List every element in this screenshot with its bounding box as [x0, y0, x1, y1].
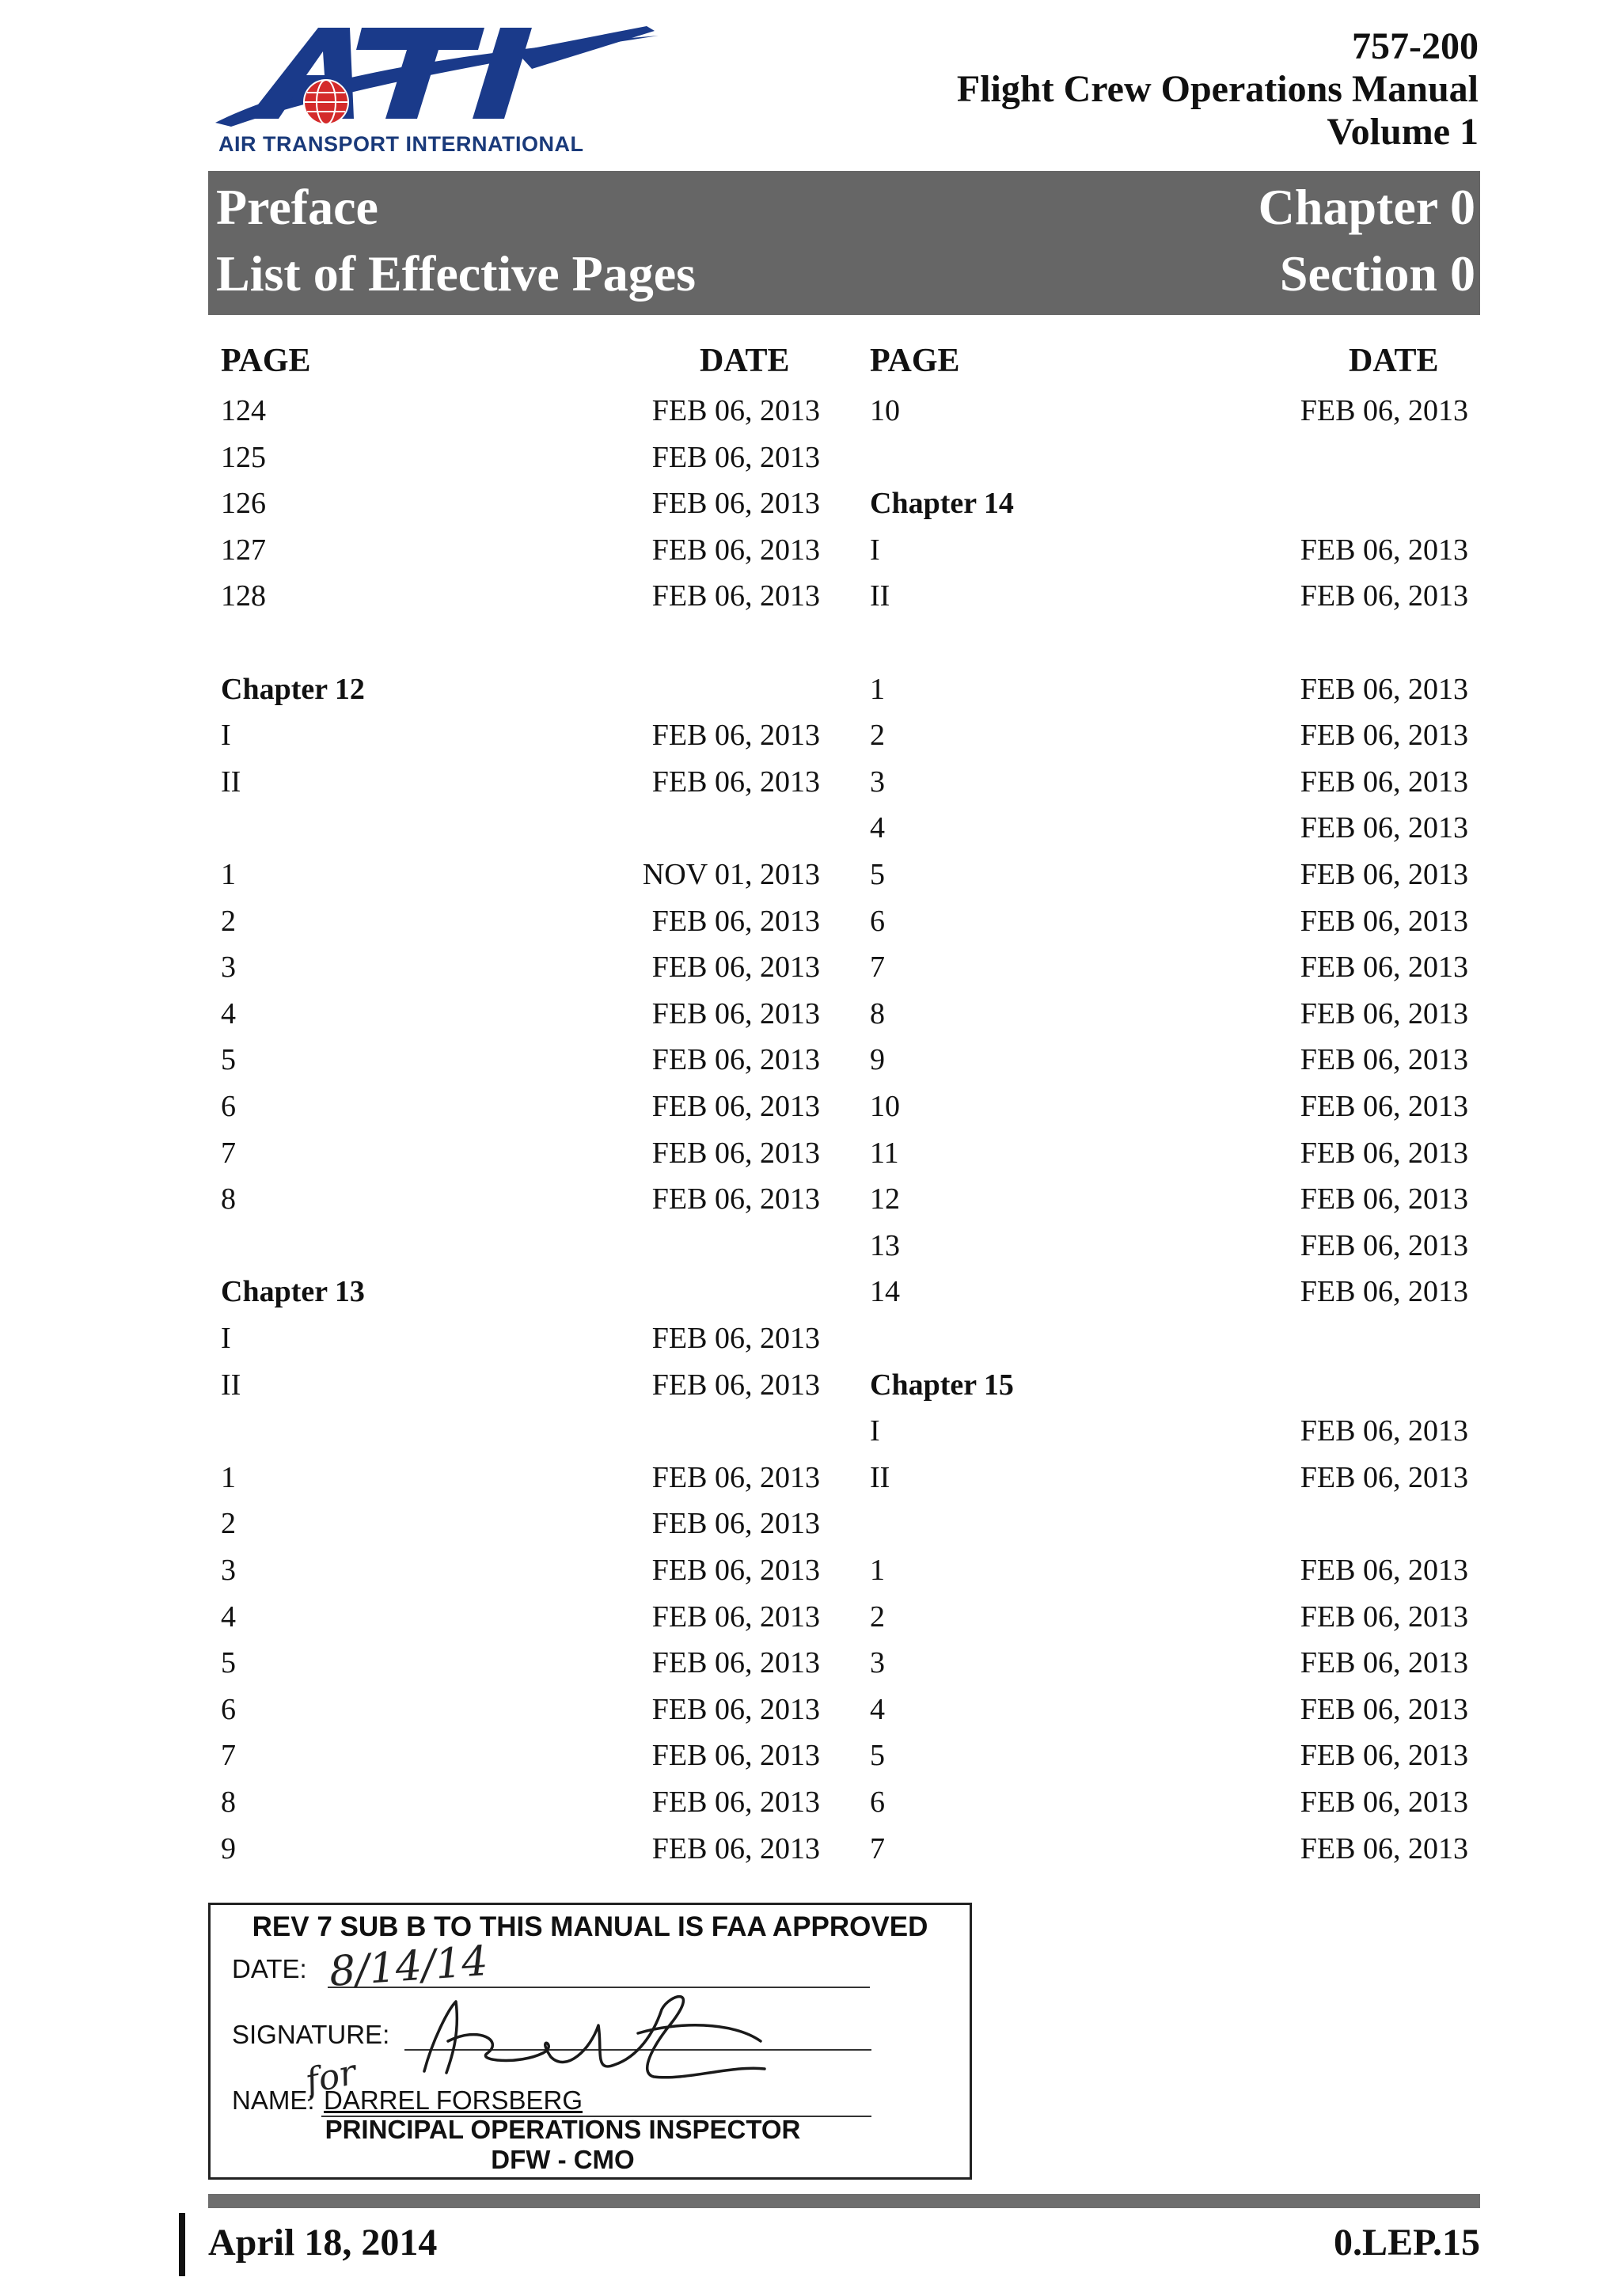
spacer-row: [870, 1315, 1468, 1361]
chapter-heading-row: [870, 1362, 1468, 1408]
chapter-heading: Chapter 13: [221, 1275, 365, 1309]
page-number: 7: [221, 1739, 236, 1773]
spacer-row: [221, 1223, 820, 1269]
page-number: II: [870, 579, 890, 613]
page-number: II: [221, 1368, 241, 1402]
lep-row: [221, 1362, 820, 1408]
page-number: 5: [221, 1646, 236, 1680]
page-number: 8: [221, 1182, 236, 1216]
page-date: FEB 06, 2013: [1300, 1831, 1468, 1865]
page-number: 1: [870, 1554, 885, 1587]
lep-row: [221, 388, 820, 434]
page-number: 8: [221, 1786, 236, 1819]
page-date: FEB 06, 2013: [1300, 1043, 1468, 1077]
chapter-heading: Chapter 14: [870, 487, 1014, 521]
page-number: 2: [870, 1600, 885, 1634]
page-number: 7: [870, 1831, 885, 1865]
page-date: FEB 06, 2013: [651, 579, 820, 613]
lep-row: [221, 1732, 820, 1778]
page-number: 5: [221, 1043, 236, 1077]
page-date: FEB 06, 2013: [1300, 1182, 1468, 1216]
page-number: I: [221, 1322, 231, 1355]
stamp-signature-label: SIGNATURE:: [232, 2020, 390, 2049]
stamp-name-label: NAME:: [232, 2085, 315, 2115]
ati-logo: [215, 20, 659, 166]
page-date: FEB 06, 2013: [651, 1090, 820, 1123]
spacer-row: [870, 620, 1468, 666]
left-page-header: PAGE: [221, 343, 311, 379]
page-date: FEB 06, 2013: [1300, 951, 1468, 985]
banner-chapter: Chapter 0: [1258, 179, 1475, 235]
lep-row: [870, 1223, 1468, 1269]
right-page-header: PAGE: [870, 343, 960, 379]
page-number: 3: [870, 765, 885, 799]
lep-row: [870, 759, 1468, 805]
page-date: FEB 06, 2013: [651, 1692, 820, 1726]
page-number: 14: [870, 1275, 900, 1309]
page-date: FEB 06, 2013: [651, 1507, 820, 1541]
lep-row: [870, 1687, 1468, 1732]
lep-row: [870, 1455, 1468, 1501]
lep-row: [870, 1779, 1468, 1825]
lep-row: [221, 1779, 820, 1825]
spacer-row: [221, 1408, 820, 1454]
page-number: 11: [870, 1136, 899, 1170]
page-number: 9: [870, 1043, 885, 1077]
lep-row: [221, 852, 820, 898]
page-date: FEB 06, 2013: [1300, 719, 1468, 753]
page-date: FEB 06, 2013: [1300, 811, 1468, 845]
lep-row: [870, 1269, 1468, 1315]
lep-row: [870, 991, 1468, 1037]
page-number: 126: [221, 487, 266, 521]
page-date: FEB 06, 2013: [1300, 1692, 1468, 1726]
footer-rule: [208, 2194, 1480, 2208]
lep-row: [870, 1594, 1468, 1640]
lep-row: [221, 527, 820, 573]
footer-date: April 18, 2014: [208, 2222, 438, 2264]
lep-row: [221, 1176, 820, 1222]
page-number: 1: [221, 858, 236, 891]
page-number: 9: [221, 1831, 236, 1865]
page-date: FEB 06, 2013: [1300, 904, 1468, 938]
lep-row: [870, 388, 1468, 434]
page-number: 1: [221, 1460, 236, 1494]
page-number: 127: [221, 533, 266, 567]
left-date-header: DATE: [700, 343, 790, 379]
page-date: FEB 06, 2013: [1300, 1460, 1468, 1494]
lep-row: [221, 573, 820, 619]
lep-row: [221, 1687, 820, 1732]
chapter-heading-row: [221, 1269, 820, 1315]
lep-row: [870, 666, 1468, 712]
page-date: FEB 06, 2013: [1300, 1739, 1468, 1773]
page-number: 10: [870, 1090, 900, 1123]
page-number: 10: [870, 394, 900, 427]
page-number: 3: [221, 1554, 236, 1587]
lep-row: [221, 1037, 820, 1083]
lep-row: [221, 1455, 820, 1501]
page-date: FEB 06, 2013: [1300, 1646, 1468, 1680]
lep-row: [870, 1640, 1468, 1686]
lep-row: [870, 712, 1468, 758]
stamp-date-handwritten: 8/14/14: [328, 1937, 490, 1996]
aircraft-model: 757-200: [1352, 25, 1479, 67]
page-date: FEB 06, 2013: [1300, 533, 1468, 567]
lep-row: [221, 1640, 820, 1686]
volume-label: Volume 1: [1327, 111, 1479, 153]
page-date: FEB 06, 2013: [651, 440, 820, 474]
page-number: 1: [870, 672, 885, 706]
page-date: FEB 06, 2013: [651, 1368, 820, 1402]
page-date: FEB 06, 2013: [1300, 1554, 1468, 1587]
page-date: FEB 06, 2013: [1300, 1786, 1468, 1819]
lep-row: [221, 759, 820, 805]
page-date: FEB 06, 2013: [1300, 1228, 1468, 1262]
page-number: 13: [870, 1228, 900, 1262]
stamp-name-value: DARREL FORSBERG: [324, 2085, 583, 2115]
page-number: 5: [870, 858, 885, 891]
page-date: FEB 06, 2013: [651, 533, 820, 567]
page-number: II: [221, 765, 241, 799]
change-bar: [179, 2213, 185, 2276]
page-number: 7: [870, 951, 885, 985]
page-date: FEB 06, 2013: [651, 765, 820, 799]
page-date: FEB 06, 2013: [1300, 1090, 1468, 1123]
logo-subtitle: AIR TRANSPORT INTERNATIONAL: [218, 132, 584, 156]
chapter-heading: Chapter 12: [221, 672, 365, 706]
page-number: 6: [870, 1786, 885, 1819]
page-date: FEB 06, 2013: [651, 1831, 820, 1865]
lep-row: [870, 1176, 1468, 1222]
page-number: I: [870, 1414, 880, 1448]
lep-row: [221, 1594, 820, 1640]
lep-row: [870, 852, 1468, 898]
lep-row: [221, 898, 820, 944]
spacer-row: [870, 1501, 1468, 1546]
banner-section: Section 0: [1279, 245, 1475, 302]
page-date: FEB 06, 2013: [651, 1322, 820, 1355]
stamp-date-label: DATE:: [232, 1954, 307, 1983]
page-date: FEB 06, 2013: [1300, 1414, 1468, 1448]
lep-row: [870, 1547, 1468, 1593]
lep-row: [221, 480, 820, 526]
banner-list-title: List of Effective Pages: [216, 245, 697, 302]
page-number: 4: [221, 1600, 236, 1634]
page-number: 124: [221, 394, 266, 427]
page-number: 4: [870, 811, 885, 845]
lep-row: [870, 573, 1468, 619]
lep-row: [870, 1130, 1468, 1176]
page-date: FEB 06, 2013: [651, 1600, 820, 1634]
lep-row: [870, 1732, 1468, 1778]
page-date: FEB 06, 2013: [1300, 765, 1468, 799]
page-date: FEB 06, 2013: [1300, 996, 1468, 1030]
page-date: FEB 06, 2013: [651, 1182, 820, 1216]
page-number: I: [221, 719, 231, 753]
stamp-role: PRINCIPAL OPERATIONS INSPECTOR: [325, 2115, 801, 2144]
lep-row: [870, 1083, 1468, 1129]
page-date: FEB 06, 2013: [651, 487, 820, 521]
lep-row: [221, 1501, 820, 1546]
section-banner: [208, 171, 1480, 315]
lep-row: [221, 1130, 820, 1176]
lep-row: [221, 1826, 820, 1872]
page-number: 8: [870, 996, 885, 1030]
page-number: 4: [221, 996, 236, 1030]
lep-row: [870, 1037, 1468, 1083]
page-date: FEB 06, 2013: [651, 904, 820, 938]
page-date: FEB 06, 2013: [651, 1460, 820, 1494]
page-number: 3: [870, 1646, 885, 1680]
lep-row: [221, 712, 820, 758]
footer-page-id: 0.LEP.15: [1334, 2222, 1480, 2264]
page-number: 7: [221, 1136, 236, 1170]
page-date: FEB 06, 2013: [1300, 672, 1468, 706]
page-number: 12: [870, 1182, 900, 1216]
lep-row: [221, 944, 820, 990]
page-date: FEB 06, 2013: [1300, 579, 1468, 613]
page-number: 5: [870, 1739, 885, 1773]
stamp-office: DFW - CMO: [491, 2145, 635, 2174]
lep-row: [221, 435, 820, 480]
lep-row: [221, 991, 820, 1037]
banner-preface: Preface: [216, 179, 378, 235]
page-date: FEB 06, 2013: [651, 951, 820, 985]
page-number: 4: [870, 1692, 885, 1726]
page-number: 6: [221, 1090, 236, 1123]
lep-row: [221, 1315, 820, 1361]
page-date: FEB 06, 2013: [651, 1646, 820, 1680]
lep-row: [870, 527, 1468, 573]
page-date: FEB 06, 2013: [651, 1739, 820, 1773]
page-date: FEB 06, 2013: [1300, 1136, 1468, 1170]
page-date: FEB 06, 2013: [651, 394, 820, 427]
page-date: FEB 06, 2013: [651, 1043, 820, 1077]
handwritten-signature: [401, 1978, 773, 2097]
lep-row: [221, 1547, 820, 1593]
manual-title: Flight Crew Operations Manual: [956, 68, 1479, 110]
page-number: 6: [870, 904, 885, 938]
lep-row: [221, 1083, 820, 1129]
page-number: II: [870, 1460, 890, 1494]
stamp-for-handwritten: for: [302, 2051, 360, 2103]
chapter-heading-row: [870, 480, 1468, 526]
page-date: FEB 06, 2013: [651, 1786, 820, 1819]
lep-row: [870, 1826, 1468, 1872]
page-date: FEB 06, 2013: [651, 1136, 820, 1170]
page-date: FEB 06, 2013: [1300, 1275, 1468, 1309]
page-date: FEB 06, 2013: [651, 1554, 820, 1587]
right-date-header: DATE: [1349, 343, 1439, 379]
chapter-heading-row: [221, 666, 820, 712]
page-number: 128: [221, 579, 266, 613]
page-number: 125: [221, 440, 266, 474]
page-number: 6: [221, 1692, 236, 1726]
page-date: FEB 06, 2013: [651, 996, 820, 1030]
chapter-heading: Chapter 15: [870, 1368, 1014, 1402]
page-number: I: [870, 533, 880, 567]
ati-logo-mark: [215, 20, 659, 131]
page-number: 2: [870, 719, 885, 753]
lep-row: [870, 805, 1468, 851]
page-date: FEB 06, 2013: [1300, 394, 1468, 427]
stamp-title: REV 7 SUB B TO THIS MANUAL IS FAA APPROVED: [252, 1911, 928, 1942]
page-number: 2: [221, 1507, 236, 1541]
spacer-row: [221, 620, 820, 666]
page-date: NOV 01, 2013: [642, 858, 820, 891]
page-date: FEB 06, 2013: [1300, 858, 1468, 891]
lep-row: [870, 1408, 1468, 1454]
page-number: 3: [221, 951, 236, 985]
lep-row: [870, 898, 1468, 944]
spacer-row: [221, 805, 820, 851]
faa-approval-stamp: [208, 1903, 972, 2180]
page-date: FEB 06, 2013: [651, 719, 820, 753]
page-number: 2: [221, 904, 236, 938]
spacer-row: [870, 435, 1468, 480]
lep-row: [870, 944, 1468, 990]
page-date: FEB 06, 2013: [1300, 1600, 1468, 1634]
